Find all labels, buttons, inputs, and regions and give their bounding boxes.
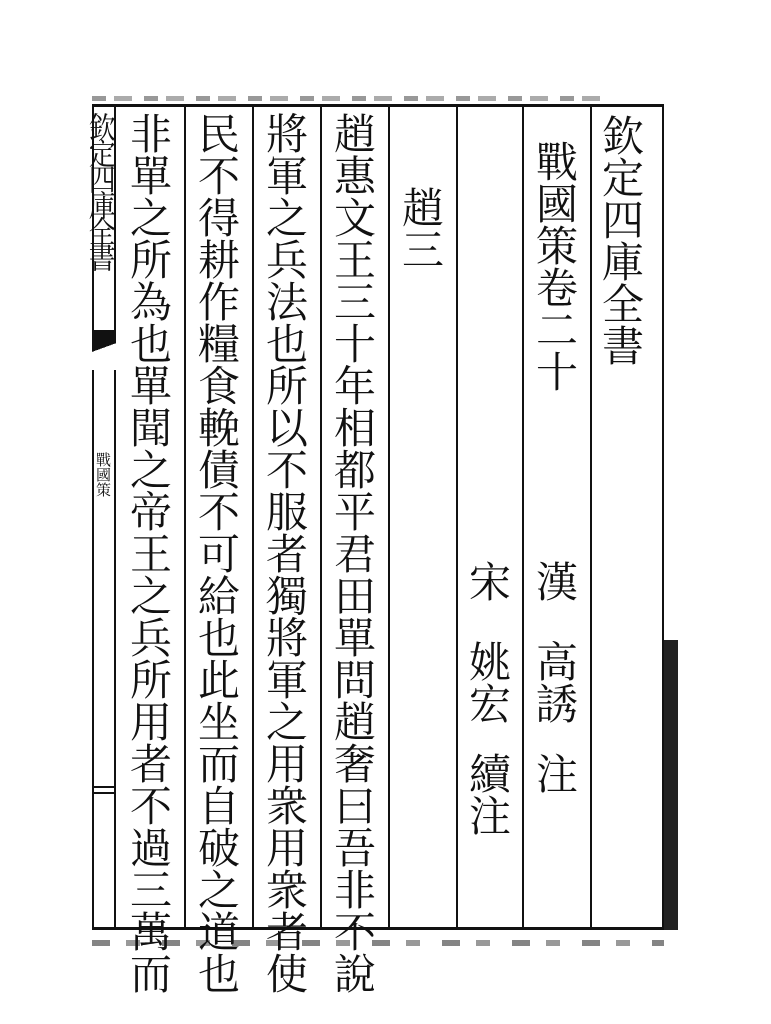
author-dynasty-2: 宋 (463, 560, 512, 602)
fish-tail-mark (92, 330, 116, 370)
page-number-mark (92, 792, 116, 794)
header-title: 欽定四庫全書 (596, 114, 645, 366)
frame-shadow (664, 640, 678, 930)
author-role-1: 注 (530, 752, 579, 794)
column-divider (590, 107, 592, 927)
page-number-mark (92, 786, 116, 788)
text-column-4: 非單之所為也單聞之帝王之兵所用者不過三萬而 (124, 112, 173, 994)
author-1: 高誘 (530, 640, 579, 724)
margin-section: 戰國策 (94, 452, 112, 497)
book-title: 戰國策卷二十 (530, 140, 579, 392)
column-divider (388, 107, 390, 927)
margin-title: 欽定四庫全書 (83, 112, 115, 268)
column-divider (522, 107, 524, 927)
bottom-border-speckle (92, 940, 664, 946)
author-role-2: 續注 (463, 752, 512, 836)
column-divider (456, 107, 458, 927)
author-dynasty-1: 漢 (530, 560, 579, 602)
author-2: 姚宏 (463, 640, 512, 724)
top-border-speckle (92, 96, 602, 101)
text-column-1: 趙惠文王三十年相都平君田單問趙奢曰吾非不說 (328, 112, 377, 994)
text-column-3: 民不得耕作糧食輓債不可給也此坐而自破之道也 (192, 112, 241, 994)
chapter-heading: 趙三 (396, 186, 445, 270)
column-divider (252, 107, 254, 927)
column-divider (320, 107, 322, 927)
text-column-2: 將軍之兵法也所以不服者獨將軍之用衆用衆者使 (260, 112, 309, 994)
column-divider (184, 107, 186, 927)
